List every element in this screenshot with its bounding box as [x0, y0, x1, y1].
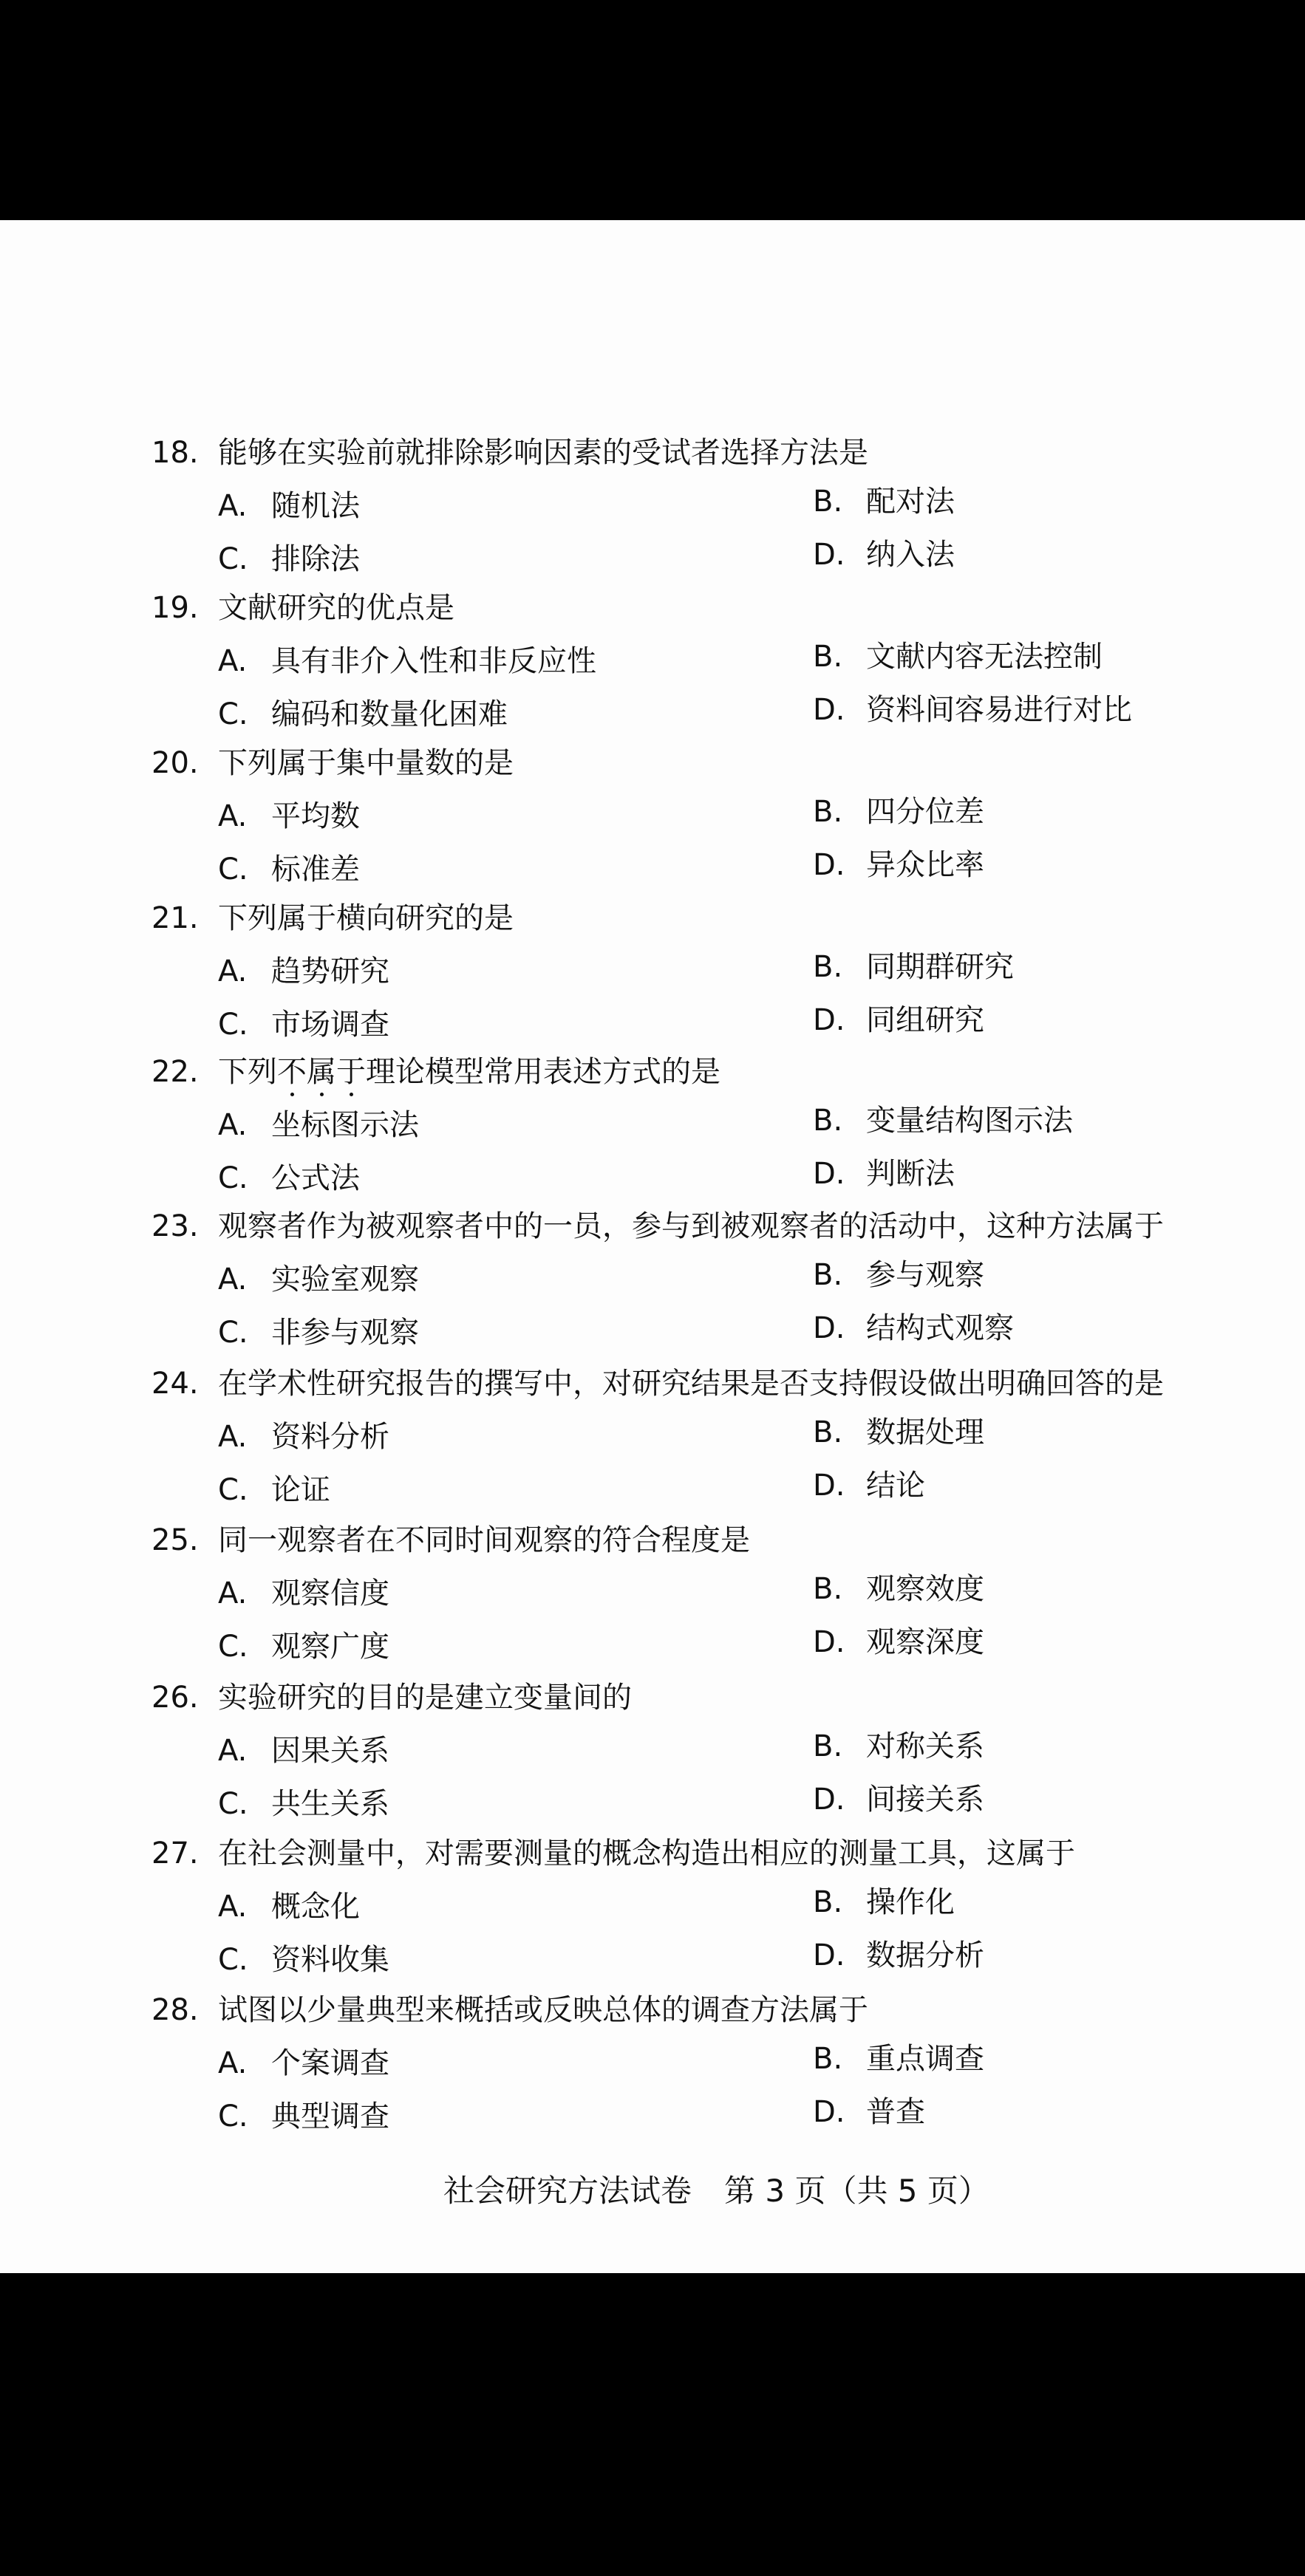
question-number: 26.	[151, 1681, 199, 1715]
option-text: 操作化	[866, 1885, 955, 1919]
question-text-suffix: 理论模型常用表述方式的是	[366, 1055, 720, 1089]
option-text: 数据处理	[866, 1415, 984, 1449]
option-b: B. 数据处理	[813, 1415, 984, 1449]
option-text: 市场调查	[271, 1008, 389, 1042]
option-a: A. 观察信度	[218, 1576, 389, 1610]
question-text-prefix: 下列	[218, 1055, 277, 1089]
option-a: A. 个案调查	[218, 2046, 389, 2080]
question-text: 同一观察者在不同时间观察的符合程度是	[218, 1523, 750, 1557]
exam-title: 社会研究方法试卷	[443, 2173, 692, 2209]
option-b: B. 对称关系	[813, 1729, 984, 1763]
option-text: 结论	[866, 1469, 925, 1503]
option-text: 概念化	[271, 1890, 360, 1924]
option-text: 纳入法	[866, 538, 955, 572]
option-text: 普查	[866, 2095, 925, 2129]
option-text: 文献内容无法控制	[866, 640, 1103, 674]
question-19	[0, 590, 1305, 745]
option-text: 观察广度	[271, 1630, 389, 1664]
question-number: 20.	[151, 746, 199, 780]
question-number: 22.	[151, 1055, 199, 1089]
option-text: 间接关系	[866, 1783, 984, 1817]
option-c: C. 典型调查	[218, 2100, 389, 2133]
option-a: A. 概念化	[218, 1890, 360, 1924]
option-text: 参与观察	[866, 1258, 984, 1292]
question-18	[0, 434, 1305, 590]
option-text: 论证	[271, 1473, 330, 1507]
option-a: A. 趋势研究	[218, 954, 389, 988]
option-text: 个案调查	[271, 2046, 389, 2080]
question-number: 25.	[151, 1523, 199, 1557]
option-a: A. 资料分析	[218, 1420, 389, 1454]
question-25	[0, 1522, 1305, 1677]
option-text: 编码和数量化困难	[271, 697, 508, 731]
option-text: 实验室观察	[271, 1263, 419, 1296]
question-stem	[151, 590, 454, 626]
option-b: B. 操作化	[813, 1885, 955, 1919]
option-b: B. 配对法	[813, 485, 955, 519]
option-text: 典型调查	[271, 2100, 389, 2133]
option-c: C. 市场调查	[218, 1008, 389, 1042]
option-text: 变量结构图示法	[866, 1104, 1073, 1138]
option-a: A. 实验室观察	[218, 1263, 419, 1296]
option-b: B. 变量结构图示法	[813, 1104, 1073, 1138]
question-stem	[151, 1522, 750, 1559]
question-23	[0, 1208, 1305, 1363]
question-text: 在社会测量中，对需要测量的概念构造出相应的测量工具，这属于	[218, 1837, 1075, 1870]
option-c: C. 非参与观察	[218, 1316, 419, 1350]
option-d: D. 异众比率	[813, 848, 984, 882]
option-b: B. 参与观察	[813, 1258, 984, 1292]
option-b: B. 同期群研究	[813, 950, 1014, 984]
question-stem	[151, 1053, 720, 1090]
emphasis-dot-char: 属	[307, 1055, 336, 1089]
option-c: C. 标准差	[218, 853, 360, 886]
question-stem	[151, 1835, 1075, 1872]
option-d: D. 间接关系	[813, 1783, 984, 1817]
question-number: 27.	[151, 1837, 199, 1870]
option-a: A. 随机法	[218, 489, 360, 523]
question-number: 18.	[151, 436, 199, 470]
question-text: 试图以少量典型来概括或反映总体的调查方法属于	[218, 1993, 868, 2027]
option-c: C. 公式法	[218, 1161, 360, 1195]
question-stem	[151, 1365, 1164, 1402]
option-text: 资料间容易进行对比	[866, 693, 1132, 727]
question-24	[0, 1365, 1305, 1520]
emphasis-dot-char: 不	[277, 1055, 307, 1089]
option-text: 同组研究	[866, 1003, 984, 1037]
question-number: 19.	[151, 591, 199, 625]
question-text: 下列属于横向研究的是	[218, 901, 514, 935]
question-21	[0, 900, 1305, 1055]
question-27	[0, 1835, 1305, 1990]
question-text: 观察者作为被观察者中的一员，参与到被观察者的活动中，这种方法属于	[218, 1209, 1164, 1243]
question-20	[0, 745, 1305, 900]
option-text: 具有非介入性和非反应性	[271, 644, 596, 678]
option-b: B. 重点调查	[813, 2042, 984, 2076]
question-number: 28.	[151, 1993, 199, 2027]
option-text: 观察深度	[866, 1625, 984, 1659]
option-text: 趋势研究	[271, 954, 389, 988]
option-c: C. 观察广度	[218, 1630, 389, 1664]
option-text: 随机法	[271, 489, 360, 523]
question-stem	[151, 434, 868, 471]
question-number: 23.	[151, 1209, 199, 1243]
exam-page	[0, 220, 1305, 2273]
option-text: 重点调查	[866, 2042, 984, 2076]
option-text: 四分位差	[866, 795, 984, 829]
option-d: D. 同组研究	[813, 1003, 984, 1037]
option-text: 配对法	[866, 485, 955, 519]
question-stem	[151, 1679, 632, 1716]
option-c: C. 排除法	[218, 542, 360, 576]
option-a: A. 坐标图示法	[218, 1108, 419, 1142]
emphasis-dot-char: 于	[336, 1055, 366, 1089]
option-d: D. 数据分析	[813, 1938, 984, 1972]
option-c: C. 共生关系	[218, 1787, 389, 1821]
question-22	[0, 1053, 1305, 1209]
question-28	[0, 1992, 1305, 2147]
page-footer	[443, 2170, 989, 2212]
option-b: B. 文献内容无法控制	[813, 640, 1103, 674]
page-number: 第 3 页（共 5 页）	[724, 2173, 989, 2209]
option-d: D. 资料间容易进行对比	[813, 693, 1132, 727]
option-text: 同期群研究	[866, 950, 1014, 984]
question-text: 能够在实验前就排除影响因素的受试者选择方法是	[218, 436, 868, 470]
option-text: 因果关系	[271, 1734, 389, 1768]
option-text: 结构式观察	[866, 1311, 1014, 1345]
option-c: C. 编码和数量化困难	[218, 697, 508, 731]
option-d: D. 普查	[813, 2095, 925, 2129]
option-a: A. 平均数	[218, 799, 360, 833]
option-c: C. 资料收集	[218, 1943, 389, 1977]
option-d: D. 观察深度	[813, 1625, 984, 1659]
option-d: D. 结构式观察	[813, 1311, 1014, 1345]
option-d: D. 判断法	[813, 1157, 955, 1191]
option-text: 对称关系	[866, 1729, 984, 1763]
question-stem	[151, 1992, 868, 2029]
option-d: D. 结论	[813, 1469, 925, 1503]
option-a: A. 具有非介入性和非反应性	[218, 644, 596, 678]
option-text: 坐标图示法	[271, 1108, 419, 1142]
option-text: 标准差	[271, 853, 360, 886]
option-d: D. 纳入法	[813, 538, 955, 572]
question-text: 下列属于集中量数的是	[218, 746, 514, 780]
question-stem	[151, 745, 514, 782]
question-26	[0, 1679, 1305, 1834]
option-text: 公式法	[271, 1161, 360, 1195]
option-text: 排除法	[271, 542, 360, 576]
emphasized-text	[277, 1055, 366, 1089]
question-text: 文献研究的优点是	[218, 591, 454, 625]
option-text: 异众比率	[866, 848, 984, 882]
option-text: 观察效度	[866, 1572, 984, 1606]
option-text: 观察信度	[271, 1576, 389, 1610]
option-text: 资料收集	[271, 1943, 389, 1977]
option-text: 共生关系	[271, 1787, 389, 1821]
option-a: A. 因果关系	[218, 1734, 389, 1768]
option-b: B. 四分位差	[813, 795, 984, 829]
option-text: 判断法	[866, 1157, 955, 1191]
option-text: 平均数	[271, 799, 360, 833]
option-text: 资料分析	[271, 1420, 389, 1454]
option-b: B. 观察效度	[813, 1572, 984, 1606]
question-text: 在学术性研究报告的撰写中，对研究结果是否支持假设做出明确回答的是	[218, 1367, 1164, 1401]
question-stem	[151, 900, 514, 937]
question-number: 21.	[151, 901, 199, 935]
question-stem	[151, 1208, 1164, 1245]
option-text: 数据分析	[866, 1938, 984, 1972]
question-text: 实验研究的目的是建立变量间的	[218, 1681, 632, 1715]
option-c: C. 论证	[218, 1473, 330, 1507]
option-text: 非参与观察	[271, 1316, 419, 1350]
question-number: 24.	[151, 1367, 199, 1401]
